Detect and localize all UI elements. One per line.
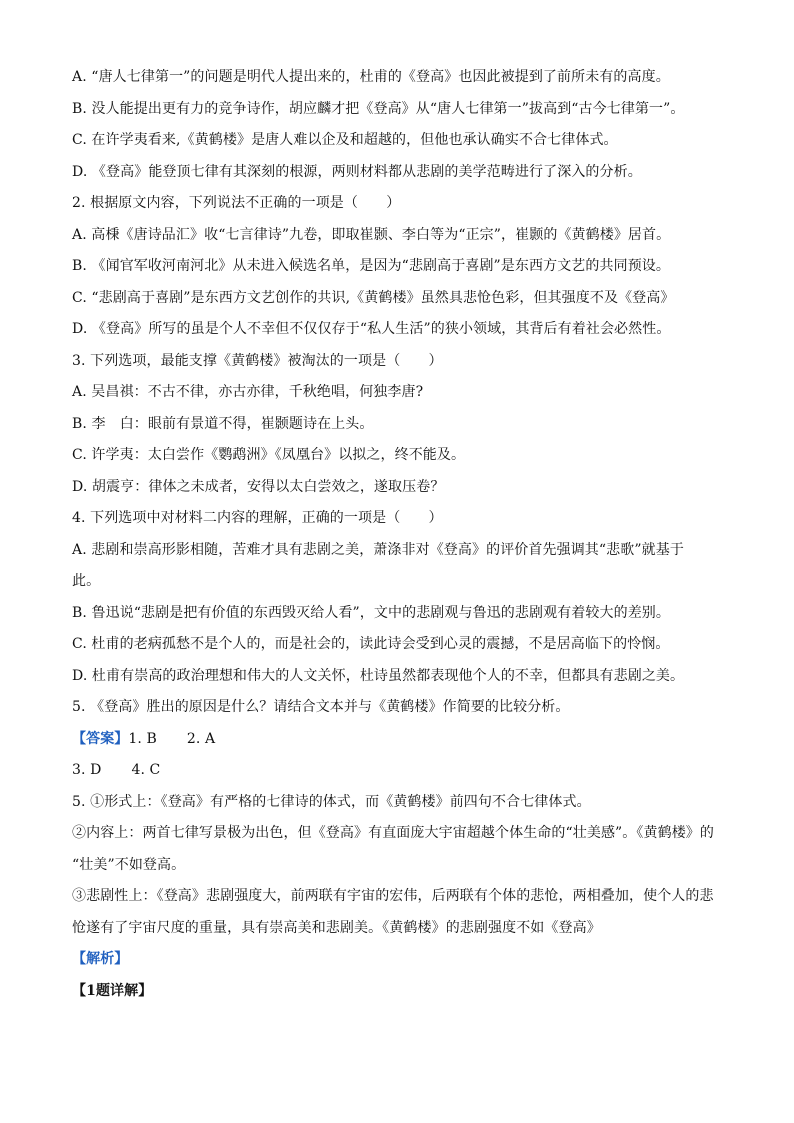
answer-5-content: ②内容上：两首七律写景极为出色，但《登高》有直面庞大宇宙超越个体生命的“壮美感”。《黄鹤楼》的 [72, 825, 715, 841]
q3-option-b: B. 李 白：眼前有景道不得，崔颢题诗在上头。 [72, 415, 374, 432]
analysis-subheading [72, 976, 732, 1008]
answer-5-form: 5. ①形式上：《登高》有严格的七律诗的体式，而《黄鹤楼》前四句不合七律体式。 [72, 793, 591, 810]
q1-option-c: C. 在许学夷看来,《黄鹤楼》是唐人难以企及和超越的，但他也承认确实不合七律体式。 [72, 132, 618, 148]
q2-option-a: A. 高棅《唐诗品汇》收“七言律诗”九卷，即取崔颢、李白等为“正宗”，崔颢的《黄鹤楼》居首。 [72, 226, 671, 243]
answer-1: 1. B [128, 730, 157, 747]
answer-row-2 [72, 755, 732, 787]
answer-3: 3. D [72, 762, 102, 778]
q3-option-d: D. 胡震亨：律体之未成者，安得以太白尝效之，遂取压卷？ [72, 478, 445, 495]
q1-option-a: A. “唐人七律第一”的问题是明代人提出来的，杜甫的《登高》也因此被提到了前所未有的高度。 [72, 69, 670, 85]
q1-option-d: D. 《登高》能登顶七律有其深刻的根源，两则材料都从悲剧的美学范畴进行了深入的分析。 [72, 163, 642, 180]
q2-option-b: B. 《闻官军收河南河北》从未进入候选名单，是因为“悲剧高于喜剧”是东西方文艺的共同预设。 [72, 258, 671, 274]
q4-option-a: A. 悲剧和崇高形影相随，苦难才具有悲剧之美，萧涤非对《登高》的评价首先强调其“悲歌”就基于 [72, 541, 684, 558]
q2-option-d: D. 《登高》所写的虽是个人不幸但不仅仅存于“私人生活”的狭小领域，其背后有着社会必然性。 [72, 321, 671, 337]
q2-option-c: C. “悲剧高于喜剧”是东西方文艺创作的共识,《黄鹤楼》虽然具悲怆色彩，但其强度不及《登高》 [72, 289, 675, 306]
q5-stem: 5. 《登高》胜出的原因是什么？请结合文本并与《黄鹤楼》作简要的比较分析。 [72, 699, 570, 715]
q3-option-c: C. 许学夷：太白尝作《鹦鹉洲》《凤凰台》以拟之，终不能及。 [72, 447, 466, 463]
q4-option-a-cont: 此。 [72, 573, 101, 589]
q4-stem: 4. 下列选项中对材料二内容的理解，正确的一项是（ ） [72, 510, 443, 526]
answer-row-1 [72, 724, 732, 756]
q4-option-b: B. 鲁迅说“悲剧是把有价值的东西毁灭给人看”，文中的悲剧观与鲁迅的悲剧观有着较大的差别。 [72, 604, 671, 621]
q4-option-c: C. 杜甫的老病孤愁不是个人的，而是社会的，读此诗会受到心灵的震撼，不是居高临下的怜悯。 [72, 636, 670, 652]
q3-stem: 3. 下列选项，最能支撑《黄鹤楼》被淘汰的一项是（ ） [72, 352, 443, 369]
answer-5-tragedy-cont: 怆遂有了宇宙尺度的重量，具有崇高美和悲剧美。《黄鹤楼》的悲剧强度不如《登高》 [72, 919, 601, 936]
q4-option-d: D. 杜甫有崇高的政治理想和伟大的人文关怀，杜诗虽然都表现他个人的不幸，但都具有悲剧之美。 [72, 667, 685, 684]
q1-option-b: B. 没人能提出更有力的竞争诗作，胡应麟才把《登高》从“唐人七律第一”拔高到“古今七律第一”。 [72, 100, 685, 117]
q2-stem: 2. 根据原文内容，下列说法不正确的一项是（ ） [72, 195, 401, 211]
answer-5-content-cont: “壮美”不如登高。 [72, 856, 186, 873]
q1-detail-label: 【1题详解】 [72, 982, 153, 999]
answer-4: 4. C [131, 762, 161, 778]
answer-5-tragedy: ③悲剧性上：《登高》悲剧强度大，前两联有宇宙的宏伟，后两联有个体的悲怆，两相叠加，使个人的悲 [72, 888, 714, 904]
answer-2: 2. A [186, 730, 216, 747]
analysis-heading [72, 944, 732, 976]
document-page [72, 62, 732, 1007]
q3-option-a: A. 吴昌祺：不古不律，亦古亦律，千秋绝唱，何独李唐? [72, 384, 424, 400]
analysis-label: 【解析】 [72, 951, 129, 967]
answer-label: 【答案】 [72, 730, 129, 747]
